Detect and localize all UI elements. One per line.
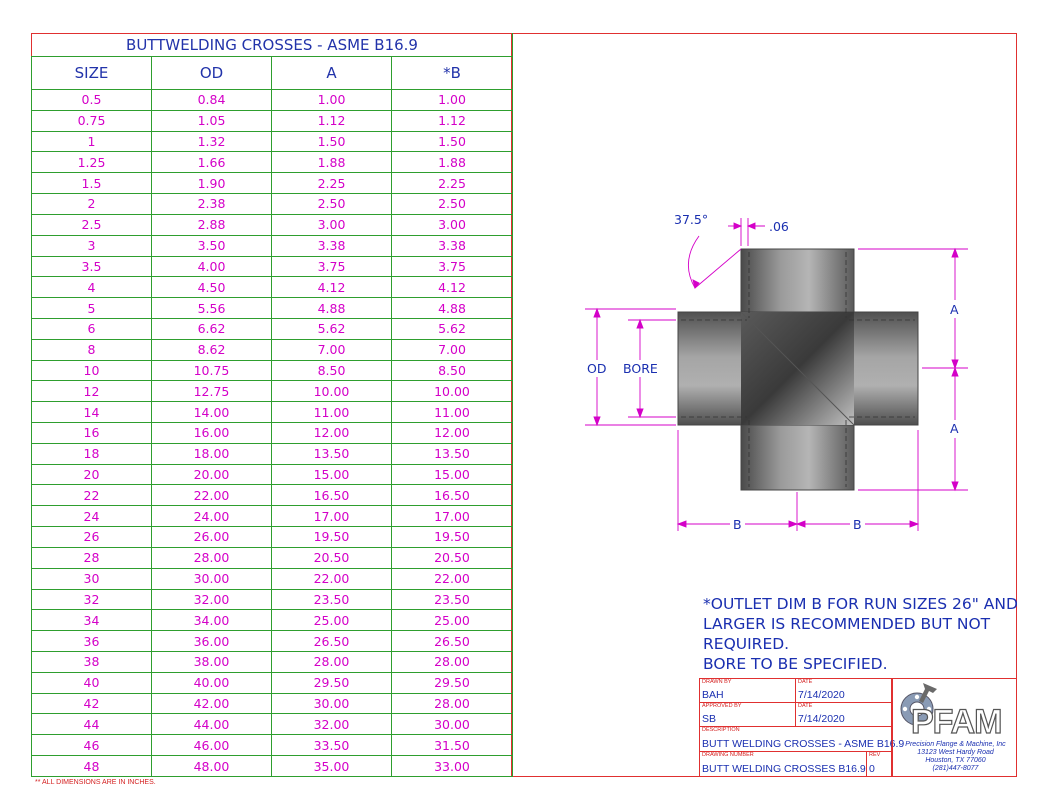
table-cell: 5.62: [272, 318, 392, 339]
table-row: [32, 277, 513, 298]
bore-label: BORE: [623, 361, 658, 376]
table-cell: 16.50: [272, 485, 392, 506]
table-cell: 2.25: [392, 173, 513, 194]
table-row: [32, 443, 513, 464]
table-cell: 28.00: [272, 651, 392, 672]
table-cell: 15.00: [392, 464, 513, 485]
table-cell: 1.25: [32, 152, 152, 173]
table-cell: 30.00: [152, 568, 272, 589]
table-cell: 6.62: [152, 318, 272, 339]
table-header-row: [32, 57, 513, 90]
table-cell: 11.00: [272, 402, 392, 423]
dimensions-table: [31, 33, 513, 777]
table-row: [32, 547, 513, 568]
outlet-note: [703, 594, 1018, 674]
table-cell: 1.90: [152, 173, 272, 194]
table-cell: 46: [32, 735, 152, 756]
table-cell: 17.00: [392, 506, 513, 527]
note-line: *OUTLET DIM B FOR RUN SIZES 26" AND: [703, 595, 1018, 613]
table-row: [32, 735, 513, 756]
table-row: [32, 610, 513, 631]
table-cell: 8.50: [272, 360, 392, 381]
table-cell: 19.50: [272, 527, 392, 548]
table-row: [32, 568, 513, 589]
table-row: [32, 672, 513, 693]
table-cell: 25.00: [392, 610, 513, 631]
table-cell: 3.75: [392, 256, 513, 277]
column-header: *B: [392, 57, 513, 90]
table-cell: 16.00: [152, 423, 272, 444]
table-cell: 1.05: [152, 110, 272, 131]
table-cell: 24: [32, 506, 152, 527]
table-cell: 34.00: [152, 610, 272, 631]
table-cell: 36: [32, 631, 152, 652]
table-cell: 8.50: [392, 360, 513, 381]
company-address2: Houston, TX 77060: [925, 757, 986, 764]
description-cell: DESCRIPTION BUTT WELDING CROSSES - ASME B16.9: [699, 726, 892, 752]
table-row: [32, 298, 513, 319]
table-cell: 40.00: [152, 672, 272, 693]
note-line: LARGER IS RECOMMENDED BUT NOT: [703, 615, 991, 633]
table-row: [32, 235, 513, 256]
table-cell: 4.50: [152, 277, 272, 298]
drawing-number-cell: DRAWING NUMBER BUTT WELDING CROSSES B16.9: [699, 751, 867, 777]
table-cell: 46.00: [152, 735, 272, 756]
table-row: [32, 131, 513, 152]
table-cell: 24.00: [152, 506, 272, 527]
table-cell: 44.00: [152, 714, 272, 735]
table-cell: 3.38: [392, 235, 513, 256]
table-cell: 5: [32, 298, 152, 319]
table-row: [32, 381, 513, 402]
table-cell: 6: [32, 318, 152, 339]
table-row: [32, 318, 513, 339]
column-header: SIZE: [32, 57, 152, 90]
company-name: Precision Flange & Machine, Inc: [905, 741, 1006, 748]
approved-by-cell: APPROVED BY SB: [699, 702, 796, 727]
title-block: [699, 678, 1017, 777]
table-cell: 8: [32, 339, 152, 360]
table-cell: 25.00: [272, 610, 392, 631]
table-cell: 22.00: [272, 568, 392, 589]
table-cell: 30.00: [392, 714, 513, 735]
table-cell: 2.38: [152, 194, 272, 215]
table-cell: 34: [32, 610, 152, 631]
company-logo-text: PFAM: [911, 703, 1002, 741]
table-row: [32, 485, 513, 506]
company-phone: (281)447-8077: [932, 765, 979, 772]
table-cell: 22: [32, 485, 152, 506]
table-cell: 10.00: [392, 381, 513, 402]
table-cell: 1.66: [152, 152, 272, 173]
table-cell: 1.5: [32, 173, 152, 194]
table-cell: 1.50: [272, 131, 392, 152]
table-cell: 2.50: [392, 194, 513, 215]
table-cell: 5.56: [152, 298, 272, 319]
table-cell: 1.00: [272, 90, 392, 111]
table-cell: 20.50: [272, 547, 392, 568]
table-cell: 0.75: [32, 110, 152, 131]
table-body: [32, 90, 513, 777]
table-cell: 33.50: [272, 735, 392, 756]
table-cell: 3.38: [272, 235, 392, 256]
cross-drawing: [560, 200, 1010, 540]
table-cell: 4.00: [152, 256, 272, 277]
bevel-label: .06: [769, 219, 789, 234]
table-row: [32, 90, 513, 111]
table-row: [32, 714, 513, 735]
table-row: [32, 423, 513, 444]
drawn-by: BAH: [702, 689, 724, 701]
date1-cell: DATE 7/14/2020: [795, 678, 892, 703]
table-cell: 26.00: [152, 527, 272, 548]
table-cell: 20: [32, 464, 152, 485]
table-cell: 16: [32, 423, 152, 444]
table-cell: 7.00: [272, 339, 392, 360]
table-cell: 13.50: [272, 443, 392, 464]
cross-body: [678, 249, 918, 490]
table-cell: 32: [32, 589, 152, 610]
table-cell: 31.50: [392, 735, 513, 756]
table-cell: 40: [32, 672, 152, 693]
note-line: BORE TO BE SPECIFIED.: [703, 655, 888, 673]
table-cell: 12.00: [272, 423, 392, 444]
table-row: [32, 360, 513, 381]
table-row: [32, 464, 513, 485]
table-cell: 26.50: [392, 631, 513, 652]
od-label: OD: [587, 361, 607, 376]
table-cell: 12.75: [152, 381, 272, 402]
table-cell: 3.00: [272, 214, 392, 235]
drawn-by-cell: DRAWN BY BAH: [699, 678, 796, 703]
table-row: [32, 214, 513, 235]
table-row: [32, 339, 513, 360]
table-cell: 3: [32, 235, 152, 256]
table-cell: 2.25: [272, 173, 392, 194]
table-cell: 48: [32, 756, 152, 777]
table-cell: 1.00: [392, 90, 513, 111]
table-cell: 12: [32, 381, 152, 402]
table-cell: 23.50: [272, 589, 392, 610]
table-cell: 30.00: [272, 693, 392, 714]
table-row: [32, 527, 513, 548]
table-cell: 29.50: [272, 672, 392, 693]
table-row: [32, 194, 513, 215]
table-cell: 4.12: [392, 277, 513, 298]
table-cell: 4.12: [272, 277, 392, 298]
table-cell: 20.00: [152, 464, 272, 485]
rev-cell: REV 0: [866, 751, 892, 777]
table-row: [32, 651, 513, 672]
table-cell: 32.00: [152, 589, 272, 610]
table-cell: 28: [32, 547, 152, 568]
table-cell: 12.00: [392, 423, 513, 444]
a-label-top: A: [950, 302, 959, 317]
table-cell: 1.88: [392, 152, 513, 173]
table-row: [32, 152, 513, 173]
table-cell: 3.50: [152, 235, 272, 256]
date2: 7/14/2020: [798, 713, 845, 725]
table-cell: 14: [32, 402, 152, 423]
table-cell: 1.12: [272, 110, 392, 131]
table-cell: 2.5: [32, 214, 152, 235]
table-cell: 28.00: [152, 547, 272, 568]
rev: 0: [869, 763, 875, 775]
table-row: [32, 631, 513, 652]
table-cell: 10: [32, 360, 152, 381]
date1: 7/14/2020: [798, 689, 845, 701]
table-cell: 1.50: [392, 131, 513, 152]
column-header: OD: [152, 57, 272, 90]
table-cell: 10.00: [272, 381, 392, 402]
table-row: [32, 402, 513, 423]
a-label-bottom: A: [950, 421, 959, 436]
table-cell: 14.00: [152, 402, 272, 423]
table-title: BUTTWELDING CROSSES - ASME B16.9: [32, 34, 513, 57]
table-cell: 28.00: [392, 693, 513, 714]
table-cell: 28.00: [392, 651, 513, 672]
table-cell: 4.88: [272, 298, 392, 319]
table-cell: 42.00: [152, 693, 272, 714]
table-cell: 10.75: [152, 360, 272, 381]
table-cell: 18.00: [152, 443, 272, 464]
b-label-right: B: [853, 517, 862, 532]
table-cell: 35.00: [272, 756, 392, 777]
table-row: [32, 589, 513, 610]
table-row: [32, 693, 513, 714]
table-cell: 44: [32, 714, 152, 735]
table-cell: 3.5: [32, 256, 152, 277]
table-cell: 22.00: [152, 485, 272, 506]
table-cell: 0.5: [32, 90, 152, 111]
table-cell: 8.62: [152, 339, 272, 360]
table-cell: 1.88: [272, 152, 392, 173]
description: BUTT WELDING CROSSES - ASME B16.9: [702, 738, 905, 750]
table-cell: 7.00: [392, 339, 513, 360]
b-label-left: B: [733, 517, 742, 532]
table-cell: 22.00: [392, 568, 513, 589]
table-cell: 16.50: [392, 485, 513, 506]
table-cell: 1: [32, 131, 152, 152]
footnote: ** ALL DIMENSIONS ARE IN INCHES.: [35, 779, 156, 786]
table-cell: 1.12: [392, 110, 513, 131]
table-cell: 18: [32, 443, 152, 464]
table-row: [32, 173, 513, 194]
table-cell: 29.50: [392, 672, 513, 693]
table-cell: 33.00: [392, 756, 513, 777]
table-row: [32, 506, 513, 527]
table-cell: 48.00: [152, 756, 272, 777]
table-cell: 23.50: [392, 589, 513, 610]
table-cell: 38: [32, 651, 152, 672]
table-cell: 15.00: [272, 464, 392, 485]
table-row: [32, 756, 513, 777]
table-cell: 42: [32, 693, 152, 714]
company-logo-box: [892, 678, 1017, 777]
approved-by: SB: [702, 713, 717, 725]
table-cell: 4: [32, 277, 152, 298]
table-cell: 30: [32, 568, 152, 589]
table-cell: 2.88: [152, 214, 272, 235]
table-row: [32, 110, 513, 131]
table-cell: 2: [32, 194, 152, 215]
table-cell: 4.88: [392, 298, 513, 319]
table-cell: 1.32: [152, 131, 272, 152]
table-cell: 17.00: [272, 506, 392, 527]
angle-label: 37.5°: [674, 212, 709, 227]
company-address1: 13123 West Hardy Road: [917, 749, 994, 756]
note-line: REQUIRED.: [703, 635, 790, 653]
table-cell: 38.00: [152, 651, 272, 672]
table-cell: 5.62: [392, 318, 513, 339]
table-cell: 20.50: [392, 547, 513, 568]
drawing-number: BUTT WELDING CROSSES B16.9: [702, 763, 866, 775]
table-cell: 13.50: [392, 443, 513, 464]
table-cell: 2.50: [272, 194, 392, 215]
date2-cell: DATE 7/14/2020: [795, 702, 892, 727]
table-cell: 3.00: [392, 214, 513, 235]
table-cell: 36.00: [152, 631, 272, 652]
table-cell: 19.50: [392, 527, 513, 548]
table-cell: 3.75: [272, 256, 392, 277]
table-cell: 32.00: [272, 714, 392, 735]
table-cell: 11.00: [392, 402, 513, 423]
column-header: A: [272, 57, 392, 90]
table-cell: 26: [32, 527, 152, 548]
table-cell: 0.84: [152, 90, 272, 111]
table-row: [32, 256, 513, 277]
table-cell: 26.50: [272, 631, 392, 652]
